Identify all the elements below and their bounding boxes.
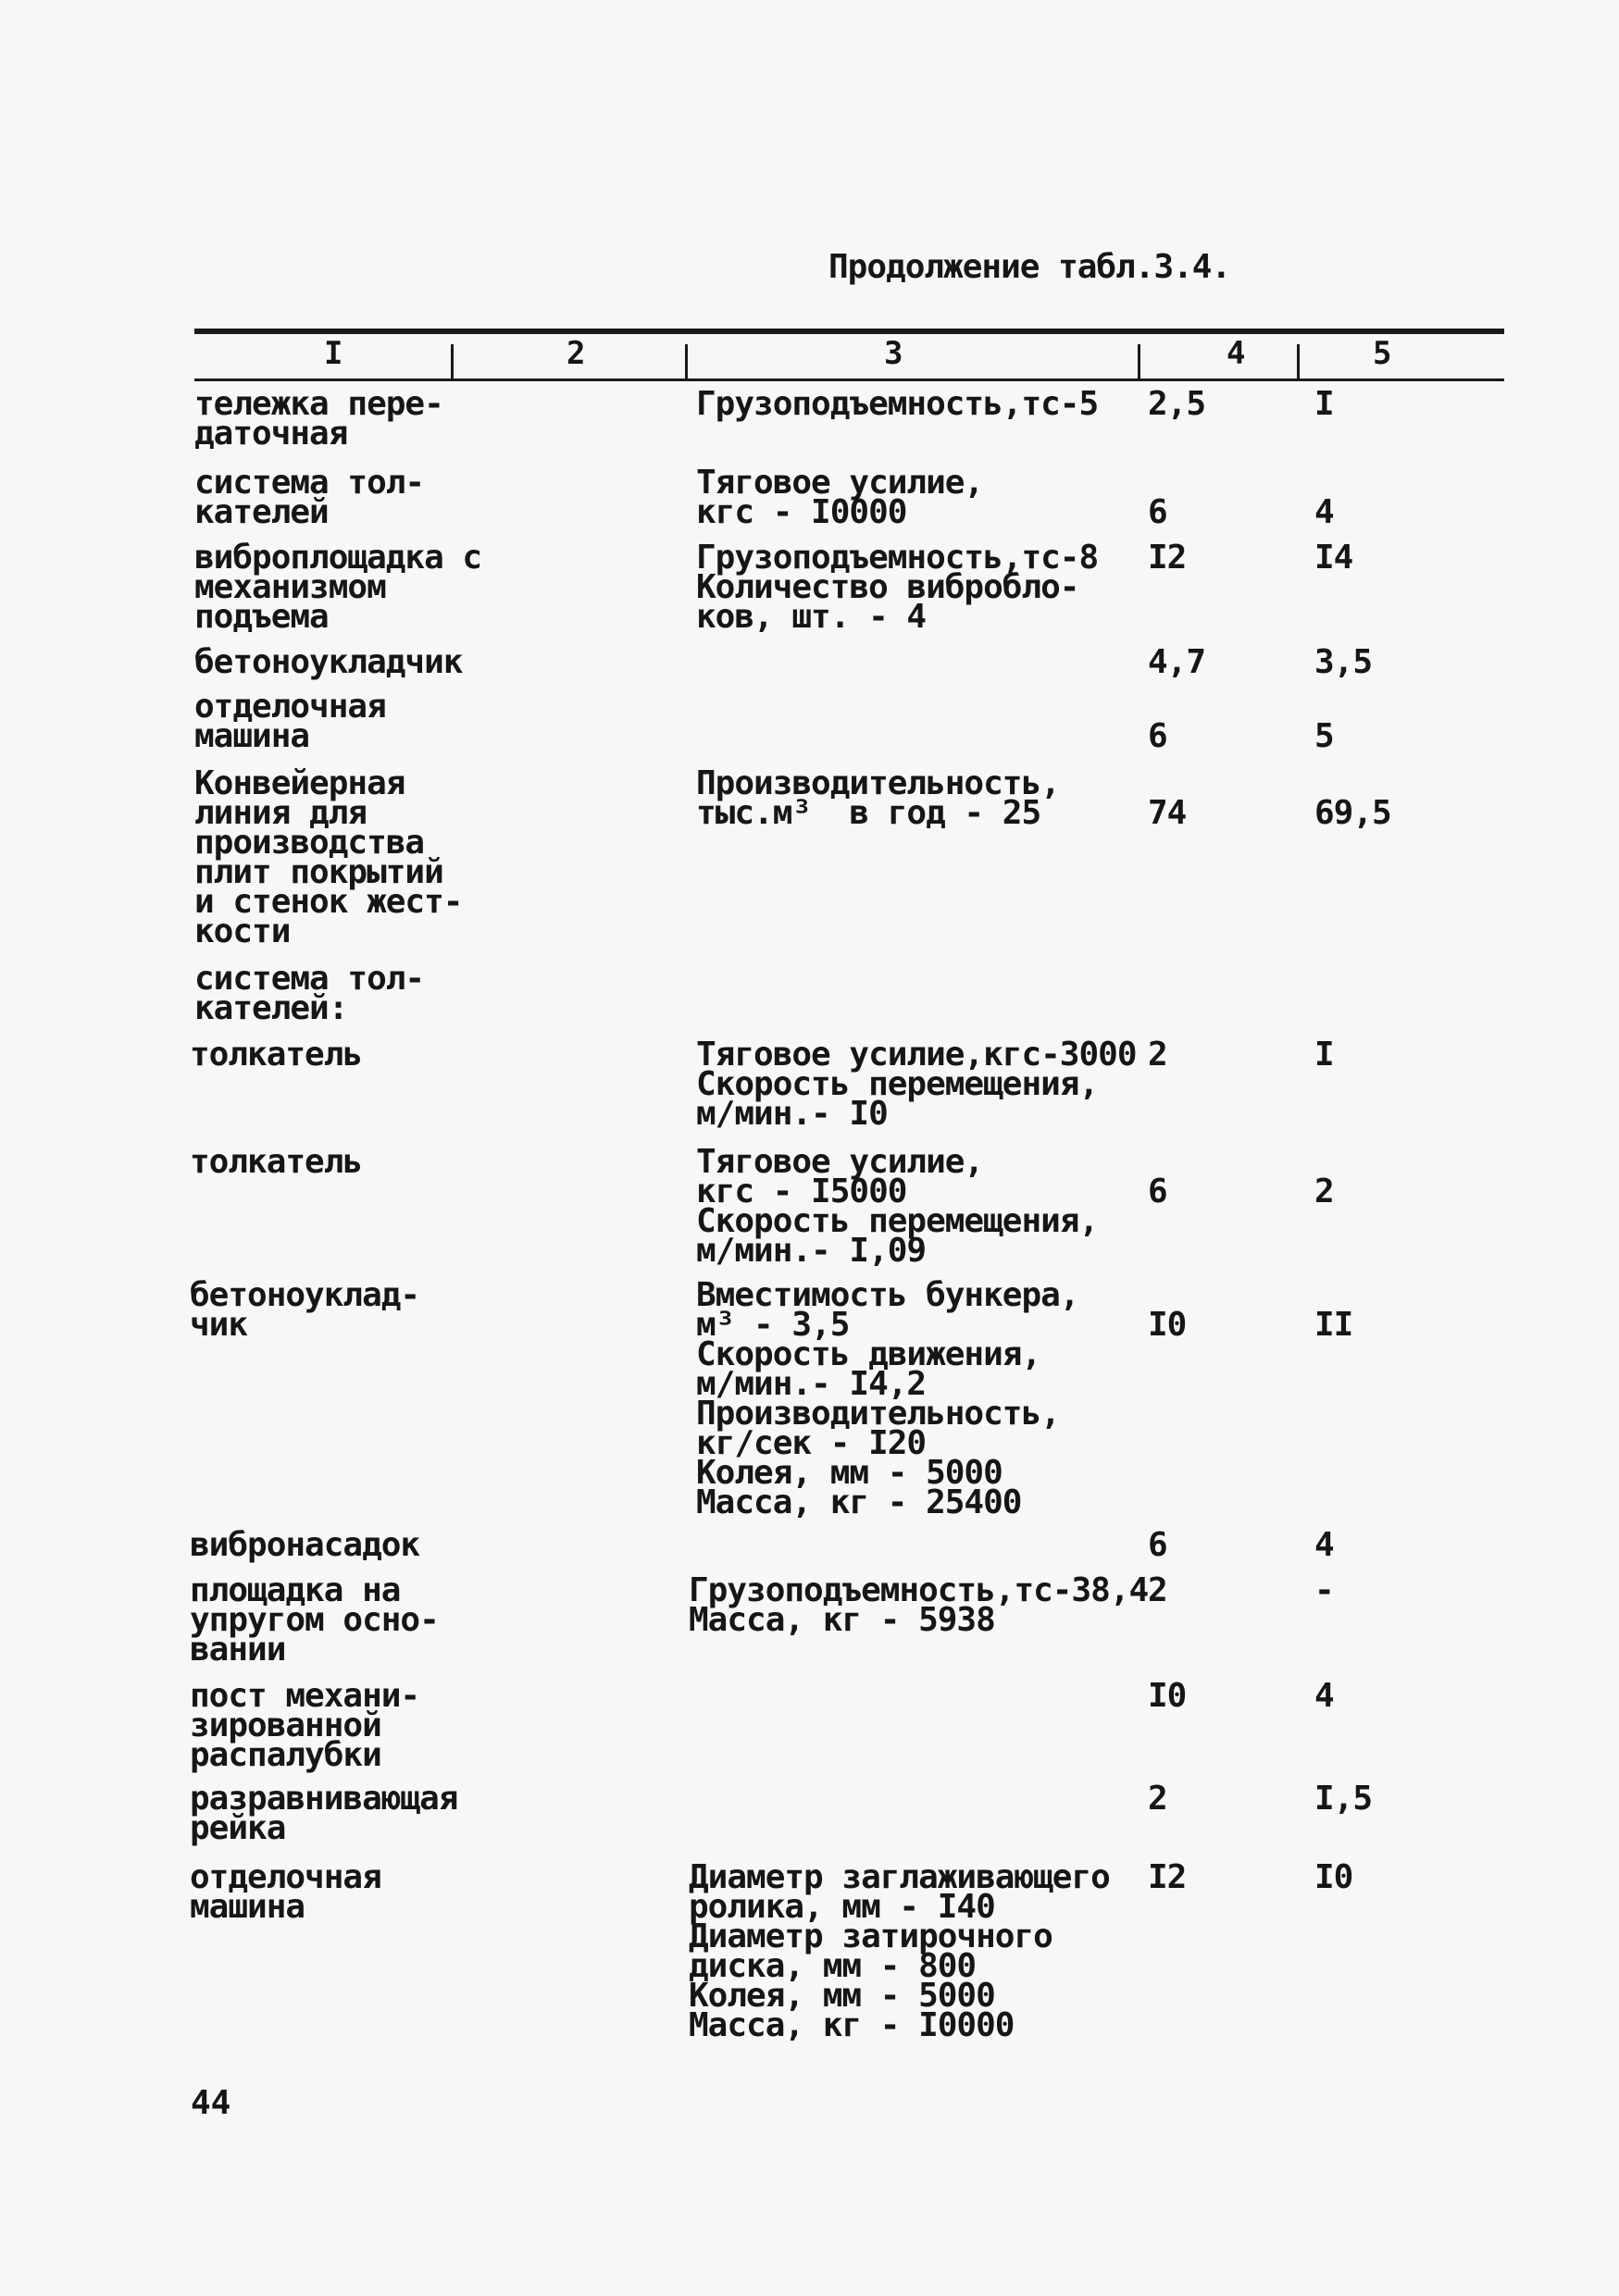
row-col5-cell: I [1314, 385, 1334, 423]
row-spec-cell: Тяговое усилие, кгс - I5000 Скорость перемещения, м/мин.- I,09 [696, 1143, 1099, 1270]
column-separator [1138, 344, 1140, 379]
row-name-cell: толкатель [190, 1143, 363, 1181]
row-name-cell: площадка на упругом осно- вании [190, 1571, 439, 1669]
row-spec-cell: Производительность, тыс.м³ в год - 25 [696, 764, 1060, 832]
page-number: 44 [191, 2084, 231, 2122]
row-name-cell: бетоноукладчик [194, 643, 463, 681]
row-col4-cell: 6 [1148, 493, 1167, 531]
row-col4-cell: I0 [1148, 1306, 1187, 1344]
row-spec-cell: Тяговое усилие,кгс-3000 Скорость перемещения, м/мин.- I0 [696, 1036, 1137, 1133]
row-col5-cell: I [1314, 1036, 1334, 1074]
row-name-cell: толкатель [190, 1036, 363, 1074]
row-col4-cell: 74 [1148, 794, 1187, 832]
row-col5-cell: I0 [1314, 1858, 1353, 1896]
table-header-top-rule [194, 329, 1504, 334]
row-name-cell: вибронасадок [190, 1526, 420, 1564]
column-number-4: 4 [1227, 335, 1246, 372]
row-name-cell: бетоноуклад- чик [190, 1276, 420, 1344]
row-col4-cell: 6 [1148, 1526, 1167, 1564]
row-col5-cell: I4 [1314, 539, 1353, 577]
column-number-5: 5 [1373, 335, 1392, 372]
row-col5-cell: 4 [1314, 493, 1334, 531]
row-spec-cell: Тяговое усилие, кгс - I0000 [696, 464, 984, 531]
row-name-cell: система тол- кателей: [194, 960, 425, 1027]
column-separator [685, 344, 688, 379]
row-col5-cell: 2 [1314, 1173, 1334, 1210]
row-spec-cell: Грузоподъемность,тс-38,4 Масса, кг - 5938 [689, 1571, 1149, 1639]
table-header-bottom-rule [194, 379, 1504, 381]
row-col4-cell: I2 [1148, 1858, 1187, 1896]
column-separator [1297, 344, 1300, 379]
row-col5-cell: 3,5 [1314, 643, 1373, 681]
row-col5-cell: I,5 [1314, 1780, 1373, 1818]
row-col4-cell: 2,5 [1148, 385, 1206, 423]
row-col4-cell: 2 [1148, 1780, 1167, 1818]
row-spec-cell: Грузоподъемность,тс-5 [696, 385, 1099, 423]
row-col5-cell: 4 [1314, 1526, 1334, 1564]
row-col5-cell: 5 [1314, 717, 1334, 755]
row-col4-cell: I0 [1148, 1677, 1187, 1715]
row-col4-cell: 6 [1148, 1173, 1167, 1210]
row-name-cell: разравнивающая рейка [190, 1780, 458, 1847]
table-caption: Продолжение табл.3.4. [828, 248, 1231, 286]
row-name-cell: система тол- кателей [194, 464, 425, 531]
row-col5-cell: - [1314, 1571, 1334, 1609]
row-col4-cell: 6 [1148, 717, 1167, 755]
row-spec-cell: Грузоподъемность,тс-8 Количество виброблo- ков, шт. - 4 [696, 539, 1099, 636]
row-name-cell: отделочная машина [194, 688, 386, 755]
row-name-cell: Конвейерная линия для производства плит покрытий и стенок жест- кости [194, 764, 463, 950]
row-col5-cell: II [1314, 1306, 1353, 1344]
row-name-cell: тележка пере- даточная [194, 385, 443, 453]
row-col4-cell: 2 [1148, 1571, 1167, 1609]
column-number-1: I [324, 335, 343, 372]
column-number-2: 2 [567, 335, 586, 372]
row-col5-cell: 69,5 [1314, 794, 1391, 832]
row-spec-cell: Диаметр заглаживающего ролика, мм - I40 Диаметр затирочного диска, мм - 800 Колея, мм - 5000 Масса, кг - I0000 [689, 1858, 1110, 2044]
row-name-cell: пост механи- зированной распалубки [190, 1677, 420, 1774]
row-spec-cell: Вместимость бункера, м³ - 3,5 Скорость движения, м/мин.- I4,2 Производительность, кг/сек - I20 Колея, мм - 5000 Масса, кг - 25400 [696, 1276, 1079, 1521]
row-col4-cell: 2 [1148, 1036, 1167, 1074]
row-col5-cell: 4 [1314, 1677, 1334, 1715]
row-name-cell: отделочная машина [190, 1858, 381, 1926]
column-separator [451, 344, 454, 379]
row-col4-cell: I2 [1148, 539, 1187, 577]
row-col4-cell: 4,7 [1148, 643, 1206, 681]
row-name-cell: виброплощадка с механизмом подъема [194, 539, 482, 636]
column-number-3: 3 [884, 335, 903, 372]
